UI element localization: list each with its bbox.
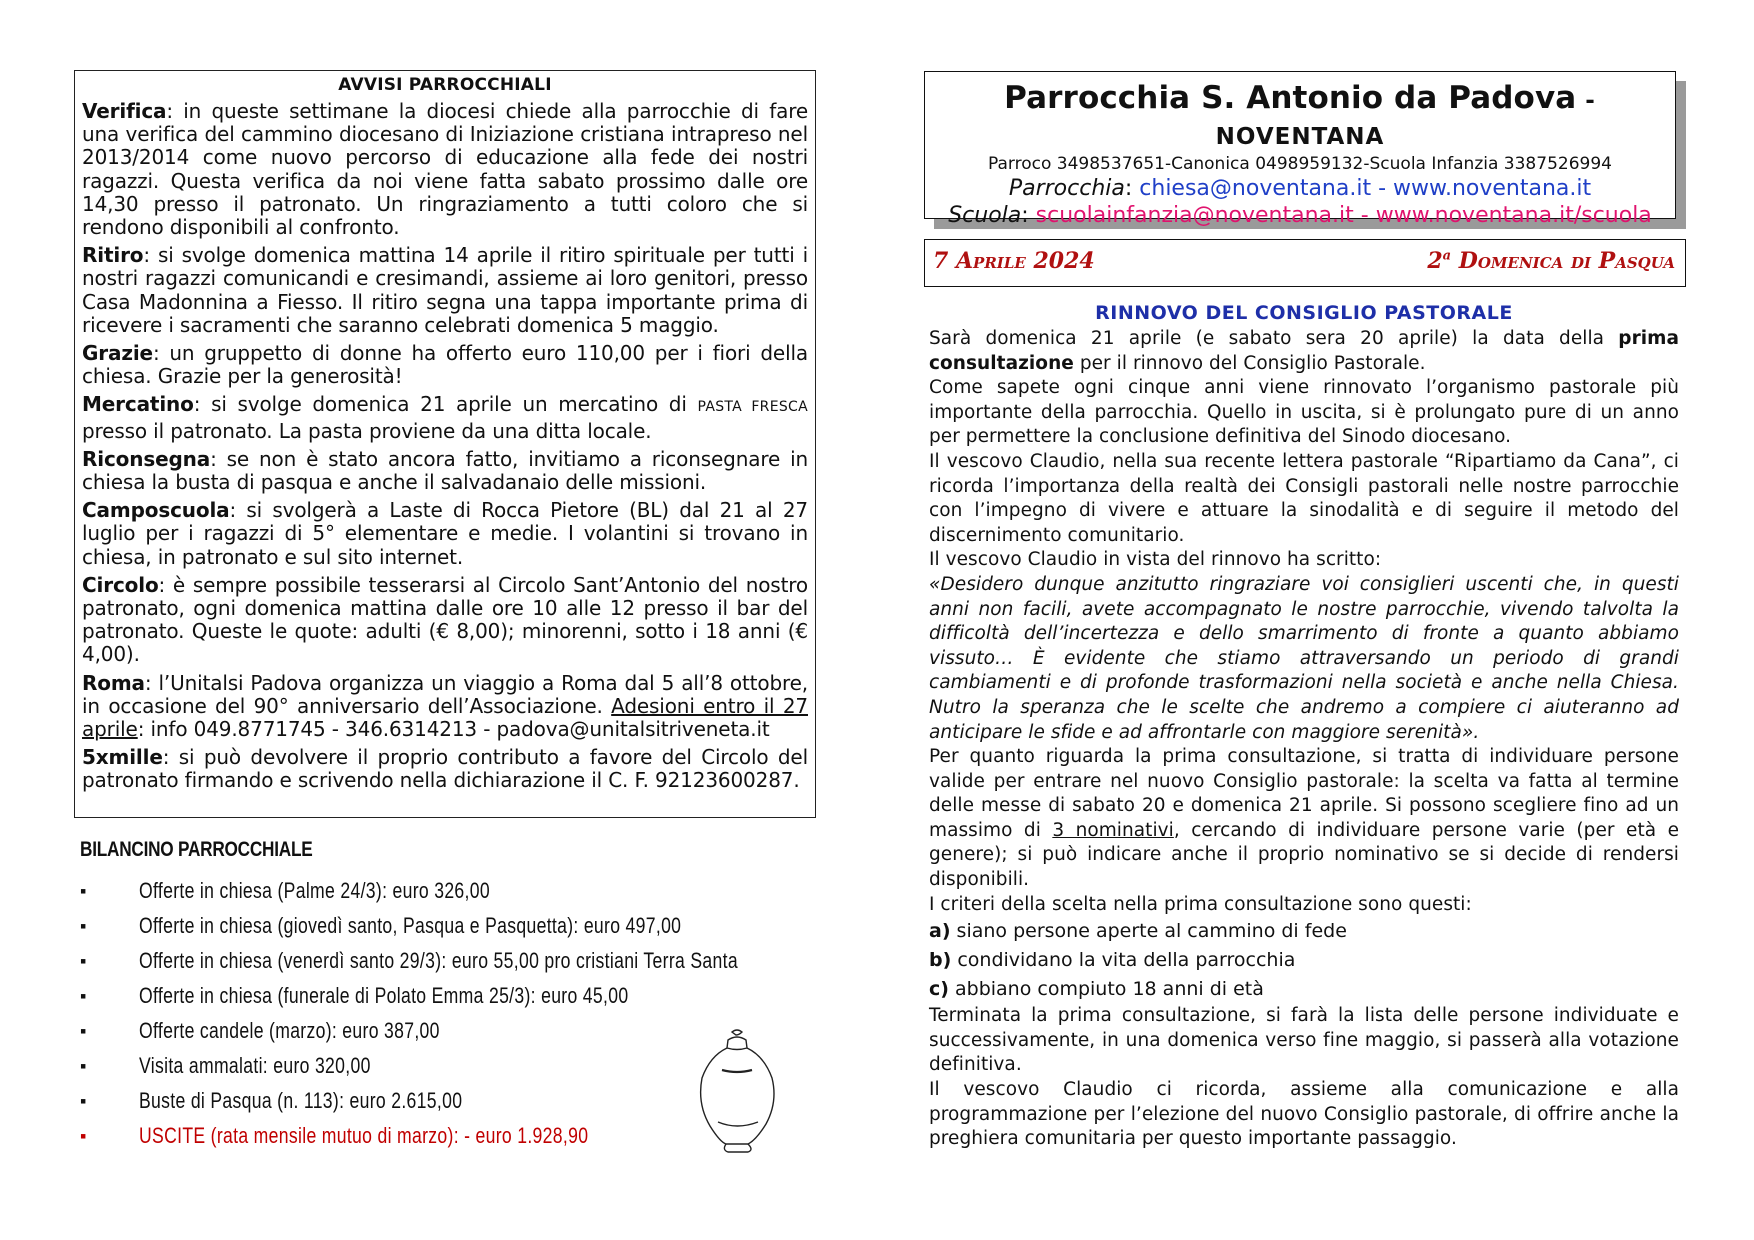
avviso-label: Camposcuola	[82, 498, 230, 523]
avviso-label: Ritiro	[82, 243, 144, 268]
criterion-c: c) abbiano compiuto 18 anni di età	[929, 978, 1264, 1001]
issue-date: 7 Aprile 2024	[933, 248, 1095, 274]
bullet-icon: ▪	[80, 986, 87, 1006]
article-paragraph: Per quanto riguarda la prima consultazione, si tratta di individuare persone valide per entrare nel nuovo Consiglio pastorale: la scelta va fatta al termine delle messe di sabato 20 e domenica 21 aprile. Si possono scegliere fino ad un massimo di 3 nominativi, cercando di individuare persone varie (per età e genere); si può indicare anche il proprio nominativo se si decide di rendersi disponibili.	[929, 746, 1679, 891]
avviso-riconsegna	[82, 448, 808, 494]
avviso-smallcaps: PASTA FRESCA	[697, 399, 808, 416]
list-item	[80, 981, 820, 1016]
avviso-text: : è sempre possibile tesserarsi al Circolo Sant’Antonio del nostro patronato, ogni domenica mattina dalle ore 10 alle 12 presso il bar del patronato. Queste le quote: adulti (€ 8,00); minorenni, sotto i 18 anni (€ 4,00).	[82, 572, 808, 667]
criterion-b: b) condividano la vita della parrocchia	[929, 949, 1296, 972]
bullet-icon: ▪	[80, 951, 87, 971]
article-paragraph: I criteri della scelta nella prima consultazione sono questi:	[929, 893, 1472, 915]
article-paragraph: Sarà domenica 21 aprile (e sabato sera 20 aprile) la data della prima consultazione per il rinnovo del Consiglio Pastorale.	[929, 328, 1679, 374]
parish-masthead	[924, 71, 1676, 228]
avviso-5xmille	[82, 746, 808, 792]
rinnovo-article	[929, 302, 1679, 1152]
bullet-icon: ▪	[80, 1126, 87, 1146]
avviso-text: : si svolge domenica mattina 14 aprile il ritiro spirituale per tutti i nostri ragazzi comunicandi e cresimandi, assieme ai loro genitori, presso Casa Madonnina a Fiesso. Il ritiro segna una tappa importante prima di ricevere i sacramenti che saranno celebrati domenica 5 maggio.	[82, 243, 808, 337]
list-item-text: Offerte in chiesa (Palme 24/3): euro 326,00	[139, 878, 490, 903]
parrocchia-contacts: Parrocchia: chiesa@noventana.it - www.noventana.it	[1008, 176, 1592, 201]
contact-label: Parrocchia	[1008, 176, 1125, 201]
avviso-label: Verifica	[82, 99, 167, 123]
avviso-text: : in queste settimane la diocesi chiede alla parrocchie di fare una verifica del cammino diocesano di Iniziazione cristiana intrapreso nel 2013/2014 come nuovo percorso di educazione alla fede dei nostri ragazzi. Questa verifica da noi viene fatta sabato prossimo dalle ore 14,30 presso il patronato. Un ringraziamento a tutti coloro che si rendono disponibili al confronto.	[82, 99, 808, 240]
liturgical-sunday: 2$^a$ Domenica di Pasqua	[1427, 248, 1675, 274]
parish-title	[925, 80, 1675, 152]
article-paragraph: Il vescovo Claudio in vista del rinnovo ha scritto:	[929, 549, 1382, 571]
avviso-label: Grazie	[82, 341, 153, 366]
parish-name: Parrocchia S. Antonio da Padova	[1004, 80, 1577, 116]
parish-location: - NOVENTANA	[1215, 88, 1596, 150]
avviso-underlined: Adesioni entro il 27 aprile	[82, 693, 808, 742]
scuola-contacts: Scuola: scuolainfanzia@noventana.it - www.noventana.it/scuola	[948, 203, 1652, 228]
avviso-ritiro	[82, 244, 808, 337]
article-paragraph: Come sapete ogni cinque anni viene rinnovato l’organismo pastorale più importante della parrocchia. Quello in uscita, si è prolungato pure di un anno per permettere la conclusione definitiva del Sinodo diocesano.	[929, 377, 1679, 448]
avviso-label: Roma	[82, 670, 145, 695]
avviso-text: : si svolge domenica 21 aprile un mercatino di	[193, 392, 698, 417]
avviso-text: : si può devolvere il proprio contributo a favore del Circolo del patronato firmando e scrivendo nella dichiarazione il C. F. 92123600287.	[82, 745, 808, 793]
money-jar-icon	[692, 1026, 782, 1156]
article-paragraph: Terminata la prima consultazione, si farà la lista delle persone individuate e successivamente, in una domenica verso fine maggio, si passerà alla votazione definitiva.	[929, 1005, 1679, 1076]
bullet-icon: ▪	[80, 916, 87, 936]
date-bar	[924, 239, 1686, 287]
criterion-a: a) siano persone aperte al cammino di fede	[929, 920, 1347, 943]
avviso-text: : si svolgerà a Laste di Rocca Pietore (BL) dal 21 al 27 luglio per i ragazzi di 5° elementare e medie. I volantini si trovano in chiesa, in patronato e sul sito internet.	[82, 498, 808, 569]
scuola-website-link[interactable]: www.noventana.it/scuola	[1375, 203, 1652, 228]
avviso-text: : se non è stato ancora fatto, invitiamo a riconsegnare in chiesa la busta di pasqua e anche il salvadanaio delle missioni.	[82, 446, 808, 495]
avviso-camposcuola	[82, 499, 808, 569]
list-item-text: Offerte in chiesa (giovedì santo, Pasqua e Pasquetta): euro 497,00	[139, 913, 682, 938]
avviso-verifica	[82, 100, 808, 239]
bullet-icon: ▪	[80, 1056, 87, 1076]
bishop-quote: «Desidero dunque anzitutto ringraziare voi consiglieri uscenti che, in questi anni non facili, avete accompagnato le nostre parrocchie, vivendo talvolta la difficoltà dell’incertezza e dello smarrimento di fronte a quanto abbiamo vissuto… È evidente che stiamo attraversando un periodo di grandi cambiamenti e di profonde trasformazioni nella società e anche nella Chiesa. Nutro la speranza che le scelte che andremo a compiere ci aiuteranno ad anticipare le sfide e ad affrontarle con maggiore serenità».	[929, 573, 1679, 743]
avvisi-box	[74, 70, 816, 818]
avviso-label: Circolo	[82, 572, 159, 597]
list-item-text: Visita ammalati: euro 320,00	[139, 1053, 371, 1078]
avviso-text: : un gruppetto di donne ha offerto euro 110,00 per i fiori della chiesa. Grazie per la generosità!	[82, 341, 808, 389]
avviso-circolo	[82, 574, 808, 667]
list-item	[80, 911, 820, 946]
phone-numbers: Parroco 3498537651-Canonica 0498959132-Scuola Infanzia 3387526994	[988, 154, 1612, 174]
list-item-text: Offerte in chiesa (venerdì santo 29/3): euro 55,00 pro cristiani Terra Santa	[139, 948, 738, 973]
bilancino-title: BILANCINO PARROCCHIALE	[80, 838, 313, 861]
avviso-roma	[82, 672, 808, 742]
avviso-label: 5xmille	[82, 745, 163, 770]
parrocchia-email-link[interactable]: chiesa@noventana.it	[1139, 176, 1372, 201]
list-item-text: Offerte in chiesa (funerale di Polato Emma 25/3): euro 45,00	[139, 983, 629, 1008]
avviso-label: Riconsegna	[82, 446, 211, 471]
avvisi-title: AVVISI PARROCCHIALI	[338, 75, 552, 95]
article-paragraph: Il vescovo Claudio ci ricorda, assieme alla comunicazione e alla programmazione per l’elezione del nuovo Consiglio pastorale, di offrire anche la preghiera comunitaria per questo importante passaggio.	[929, 1079, 1679, 1150]
bullet-icon: ▪	[80, 1021, 87, 1041]
bullet-icon: ▪	[80, 1091, 87, 1111]
uscite-text: USCITE (rata mensile mutuo di marzo): - euro 1.928,90	[139, 1123, 589, 1148]
avviso-text: : l’Unitalsi Padova organizza un viaggio a Roma dal 5 all’8 ottobre, in occasione del 90° anniversario dell’Associazione.	[82, 670, 808, 718]
scuola-email-link[interactable]: scuolainfanzia@noventana.it	[1035, 203, 1354, 228]
article-paragraph: Il vescovo Claudio, nella sua recente lettera pastorale “Ripartiamo da Cana”, ci ricorda l’importanza della realtà dei Consigli pastorali nelle nostre parrocchie con l’impegno di vivere e attuare la sinodalità e di seguire il metodo del discernimento comunitario.	[929, 450, 1679, 546]
avviso-mercatino	[82, 393, 808, 442]
parrocchia-website-link[interactable]: www.noventana.it	[1393, 176, 1592, 201]
avviso-label: Mercatino	[82, 392, 194, 417]
list-item-text: Buste di Pasqua (n. 113): euro 2.615,00	[139, 1088, 463, 1113]
list-item-text: Offerte candele (marzo): euro 387,00	[139, 1018, 440, 1043]
article-title: RINNOVO DEL CONSIGLIO PASTORALE	[1095, 302, 1513, 324]
list-item	[80, 946, 820, 981]
avviso-text: : info 049.8771745 - 346.6314213 - padova@unitalsitriveneta.it	[137, 717, 770, 742]
avviso-grazie	[82, 342, 808, 388]
avviso-text: presso il patronato. La pasta proviene da una ditta locale.	[82, 418, 652, 443]
list-item	[80, 876, 820, 911]
bullet-icon: ▪	[80, 881, 87, 901]
contact-label: Scuola	[948, 203, 1022, 228]
